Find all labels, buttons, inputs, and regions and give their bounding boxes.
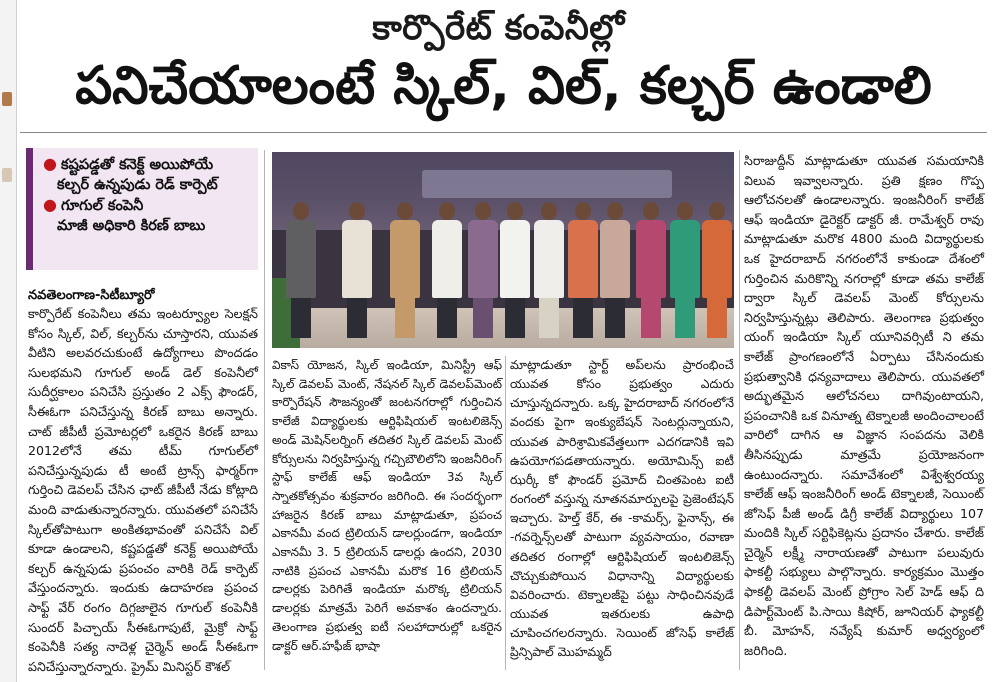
column-divider (505, 356, 506, 670)
column-divider (264, 150, 265, 670)
paragraph: కార్పొరేట్ కంపెనీలు తమ ఇంటర్వ్యూల సెలక్షన్ కోసం స్కిల్, విల్, కల్చర్‌ను చూస్తారని, యువత వీటిని అలవరచుకుంటే ఉద్యోగాలు పొందడం సులభమని గూగుల్ అండ్ డెల్ కంపెనీలో సుదీర్ఘకాలం పనిచేసి ప్రస్తుతం 2 ఎక్స్ ఫౌండర్, సీఈఓగా పనిచేస్తున్న కిరణ్ బాబు అన్నారు. చాట్ జీపీటీ ప్రమోటర్లలో ఒకరైన కిరణ్ బాబు 2012లోనే తమ టీమ్ గూగుల్‌లో పనిచేస్తున్నపుడు టీ అంటే ట్రాన్స్ ఫార్మర్‌గా గుర్తించి డెవలప్ చేసిన ఛాట్ జీపీటీ నేడు కోట్లాది మంది వాడుతున్నారన్నారు. యువతలో పనిచేసే స్కిల్‌తోపాటుగా అంకితభావంతో పనిచేసే విల్ కూడా ఉండాలని, కష్టపడ్డతో కనెక్ట్ అయిపోయే కల్చర్ ఉన్నపుడు ప్రపంచం వారికి రెడ్ కార్పెట్ వేస్తుందన్నారు. ఇందుకు ఉదాహరణ ప్రపంచ సాఫ్ట్ వేర్ రంగం దిగ్గజాలైన గూగుల్ కంపెనీకి సుందర్ పిచ్చాయ్ సీఈఓగాపుటే, మైక్రో సాఫ్ట్ కంపెనీకి సత్య నాదెళ్ల చైర్మెన్ అండ్ సీఈఓగా పనిచేస్తున్నారన్నారు. ప్రైమ్ మినిస్టర్ కౌశల్ (28, 306, 258, 674)
article-column-3 (510, 356, 734, 663)
deck-box (26, 148, 258, 270)
person-figure (600, 202, 630, 338)
deck-line: కష్టపడ్డతో కనెక్ట్ అయిపోయే (60, 157, 214, 173)
deck-item (43, 154, 252, 175)
event-photo (272, 152, 734, 348)
person-figure (636, 202, 666, 338)
person-figure (390, 202, 420, 338)
bullet-icon: ● (43, 154, 57, 173)
person-figure (432, 202, 462, 338)
paragraph: మాట్లాడుతూ స్టార్ట్ అప్‌లను ప్రారంభించే యువత కోసం ప్రభుత్వం ఎదురు చూస్తున్నదన్నారు. ఒక్క హైదరాబాద్ నగరంలోనే వందకు పైగా ఇంక్యుబేషన్ సెంటర్లున్నాయని, యువత పారిశ్రామికవేత్తలుగా ఎదగడానికి ఇవి ఉపయోగపడతాయన్నారు. అయోమిన్స్ ఐటీ ఝర్కీ కో ఫౌండర్ ప్రమోద్ చింతపెంట ఐటీ రంగంలో వస్తున్న నూతనమార్పులపై ప్రెజెంటేషన్ ఇచ్చారు. హెల్త్ కేర్, ఈ -కామర్స్, ఫైనాన్స్, ఈ -గవర్నెన్స్‌లతో పాటుగా వ్యవసాయం, రవాణా తదితర రంగాల్లో ఆర్టిఫిషియల్ ఇంటలిజెన్స్ చొచ్చుకుపోయిన విధానాన్ని విద్యార్థులకు వివరించారు. టెక్నాలజీపై పట్టు సాధించినవుడే యువత ఇతరులకు ఉపాధి చూపించగలరన్నారు. సెయింట్ జోసెఫ్ కాలేజ్ ప్రిన్సిపాల్ మొహమ్మద్ (510, 358, 734, 660)
deck-item (43, 195, 252, 216)
paragraph: వికాస్ యోజన, స్కిల్ ఇండియా, మినిస్ట్రీ ఆఫ్ స్కిల్ డెవలప్ మెంట్, నేషనల్ స్కిల్ డెవలప్‌మెంట్ కార్పొరేషన్ సౌజన్యంతో జంటనగరాల్లో గుర్తించిన కాలేజీ విద్యార్థులకు ఆర్టిఫిషియల్ ఇంటలిజెన్స్ అండ్ మెషిన్‌లర్నింగ్ తదితర స్కిల్ డెవలప్ మెంట్ కోర్సులను నిర్వహిస్తున్న గచ్చిబౌలిలోని ఇంజనీరింగ్ స్టాఫ్ కాలేజ్ ఆఫ్ ఇండియా 3వ స్కిల్ స్నాతకోత్సవం శుక్రవారం జరిగింది. ఈ సందర్భంగా హాజరైన కిరణ్ బాబు మాట్లాడుతూ, ప్రపంచ ఎకానమీ వంద ట్రిలియన్ డాలర్లుండగా, ఇండియా ఎకానమీ 3. 5 ట్రిలియన్ డాలర్లు ఉందని, 2030 నాటికి ప్రపంచ ఎకానమీ మరొక 16 ట్రిలియన్ డాలర్లకు పెరిగితే ఇండియా మరొక్క ట్రిలియన్ డాలర్లకు మాత్రమే పెరిగే అవకాశం ఉందన్నారు. తెలంగాణ ప్రభుత్వ ఐటీ సలహాదారుల్లో ఒకరైన డాక్టర్ ఆర్.హఫీజ్ భాషా (272, 358, 502, 653)
person-figure (468, 202, 498, 338)
dateline: నవతెలంగాణ-సిటీబ్యూరో (28, 288, 155, 303)
kicker: కార్పొరేట్ కంపెనీల్లో (372, 8, 625, 48)
column-divider (739, 150, 740, 670)
deck-line: గూగుల్ కంపెనీ (60, 198, 144, 214)
headline: పనిచేయాలంటే స్కిల్, విల్, కల్చర్ ఉండాలి (75, 56, 932, 116)
person-figure (286, 202, 316, 338)
person-figure (534, 202, 564, 338)
person-figure (670, 202, 700, 338)
person-figure (500, 202, 530, 338)
person-figure (568, 202, 598, 338)
person-figure (702, 202, 732, 338)
article-column-4 (744, 151, 984, 660)
headline-rule (20, 132, 987, 133)
banner-text-block (422, 170, 672, 198)
edge-mark (2, 168, 12, 182)
person-figure (342, 202, 372, 338)
deck-line: కల్చర్ ఉన్నపుడు రెడ్ కార్పెట్ (57, 177, 218, 193)
article-column-2 (272, 356, 502, 655)
deck-line: మాజీ అధికారి కిరణ్ బాబు (57, 218, 206, 234)
article-column-1 (28, 304, 258, 676)
page-edge (0, 0, 17, 682)
bullet-icon: ● (43, 195, 57, 214)
edge-mark (2, 92, 12, 106)
paragraph: సిరాజుద్దీన్ మాట్లాడుతూ యువత సమయానికి విలువ ఇవ్వాలన్నారు. ప్రతి క్షణం గొప్ప ఆలోచనలతో ఉండాలన్నారు. ఇంజనీరింగ్ కాలేజ్ ఆఫ్ ఇండియా డైరెక్టర్ డాక్టర్ జీ. రామేశ్వర్ రావు మాట్లాడుతూ మరొక 4800 మంది విద్యార్థులకు ఒక హైదరాబాద్ నగరంలోనే కాకుండా దేశంలో గుర్తించిన మరికొన్ని నగరాల్లో కూడా తమ కాలేజ్ ద్వారా స్కిల్ డెవలప్ మెంట్ కోర్సులను నిర్వహిస్తున్నట్లు తెలిపారు. తెలంగాణ ప్రభుత్వం యంగ్ ఇండియా స్కిల్ యూనివర్సిటీ ని తమ కాలేజ్ ప్రాంగణంలోనే ఏర్పాటు చేసినందుకు ప్రభుత్వానికి ధన్యవాదాలు తెలిపారు. యువతలో అద్భుతమైన ఆలోచనలు దాగివుంటాయని, ప్రపంచానికి ఒక వినూత్న టెక్నాలజీ అందించాలంటే వారిలో దాగిన ఆ విజ్ఞాన సంపదను వెలికి తీసినప్పుడు మాత్రమే ప్రయోజనంగా ఉంటుందన్నారు. సమావేశంలో విశ్వేశ్వరయ్య కాలేజ్ ఆఫ్ ఇంజనీరింగ్ అండ్ టెక్నాలజీ, సెయింట్ జోసెఫ్ పీజీ అండ్ డిగ్రీ కాలేజ్ విద్యార్థులు 107 మందికి స్కిల్ సర్టిఫికెట్లను ప్రదానం చేశారు. కాలేజ్ చైర్మెన్ లక్ష్మీ నారాయణతో పాటుగా పలువురు ఫాకల్టీ సభ్యులు పాల్గొన్నారు. కార్యక్రమం మొత్తం ఫాకల్టీ డెవలప్ మెంట్ ప్రోగ్రాం సెల్ హెడ్ ఆఫ్ ది డిపార్ట్‌మెంట్ పి.సాయి కిషోర్, జూనియర్ ఫ్యాకల్టీ బీ. మోహన్, నవ్యేష్ కుమార్ అధ్వర్యంలో జరిగింది. (744, 153, 984, 658)
